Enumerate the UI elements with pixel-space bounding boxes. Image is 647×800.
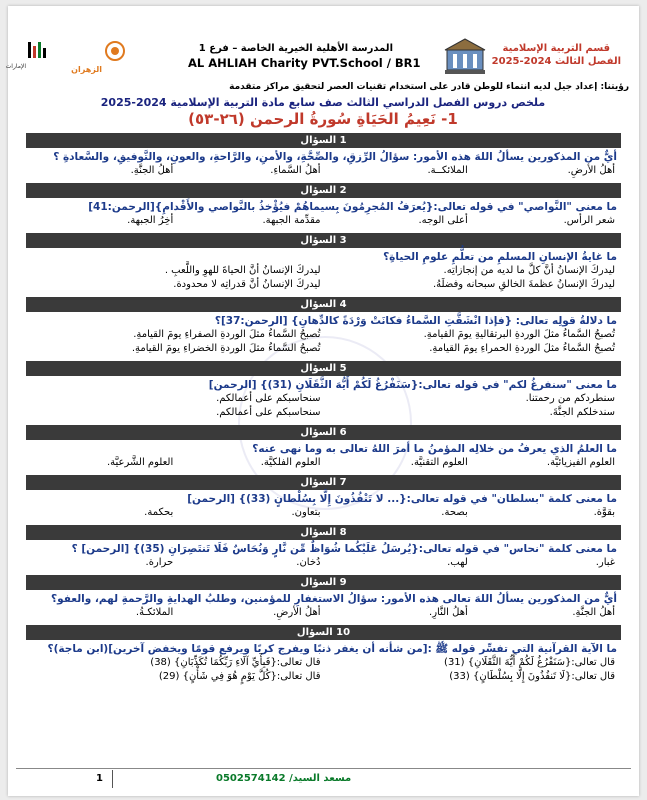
option: أهلُ الأرضِ. <box>567 165 615 176</box>
option: سنطردكم من رحمتنا. <box>525 393 615 404</box>
question-bar: 5 السؤال <box>26 361 621 376</box>
options-grid <box>26 264 621 292</box>
option: تُصبحُ السَّماءُ مثلَ الوردةِ الحمراءِ يومَ القيامةِ. <box>429 343 615 354</box>
question-bar: 4 السؤال <box>26 297 621 312</box>
option: شعر الرأس. <box>563 215 615 226</box>
option: العلوم الفيزيائيَّة. <box>546 457 615 468</box>
options-grid <box>26 456 621 470</box>
question-text: ما العلمُ الذي يعرفُ من خلالِه المؤمنُ ما أمرَ اللهُ تعالى به وما نهى عنه؟ <box>252 443 617 455</box>
option: أهلُ الأرضِ. <box>273 607 321 618</box>
page-footer <box>16 768 631 790</box>
option: بحكمة. <box>144 507 174 518</box>
option: دُخان. <box>296 557 321 568</box>
options-grid <box>26 556 621 570</box>
zahran-logo-label: الزهران <box>71 65 102 74</box>
option: العلوم التقنيَّة. <box>410 457 468 468</box>
question-block-8 <box>26 525 621 570</box>
option: غبار. <box>595 557 615 568</box>
page-number: 1 <box>96 773 103 784</box>
option: أهلُ النَّارِ. <box>429 607 468 618</box>
vision-statement: رؤيتنا: إعداد جيل لديه انتماء للوطن قادر على استخدام تقنيات العصر لتحقيق مراكز متقدمة <box>229 82 629 92</box>
option: العلوم الشَّرعيَّة. <box>106 457 174 468</box>
option: ليدركَ الإنسانُ عظمةَ الخالقِ سبحانه وفضلَهُ. <box>432 279 615 290</box>
option: أهلُ السَّماءِ. <box>270 165 321 176</box>
emirates-logo-label: الإمارات <box>5 63 26 70</box>
school-name-block <box>188 42 421 70</box>
option: قال تعالى:{لَا تَنفُذُونَ إِلَّا بِسُلْطَانٍ} (33) <box>449 671 615 682</box>
question-bar: 2 السؤال <box>26 183 621 198</box>
options-grid <box>26 656 621 684</box>
options-grid <box>26 392 621 420</box>
option: العلوم الفلكيَّة. <box>260 457 321 468</box>
question-bar: 7 السؤال <box>26 475 621 490</box>
question-text: ما معنى "النَّواصي" في قوله تعالى:{يُعرَفُ المُجرِمُونَ بِسيماهُمْ فيُؤْخذُ بالنَّواصي والأَقْدامِ}[الرحمن:41] <box>88 201 617 213</box>
question-text: ما معنى "سنفرغُ لكم" في قوله تعالى:{سَنَفْرُغُ لَكُمْ أَيُّهَ الثَّقَلَانِ (31)} [الرحمن] <box>208 379 617 391</box>
options-grid <box>26 164 621 178</box>
option: تُصبحُ السَّماءُ مثلَ الوردةِ الصفراءِ يومَ القيامةِ. <box>133 329 321 340</box>
option: مقدِّمة الجبهة. <box>262 215 321 226</box>
question-bar: 3 السؤال <box>26 233 621 248</box>
summary-heading: ملخص دروس الفصل الدراسي الثالث صف سابع مادة التربية الإسلامية 2024-2025 <box>100 96 546 109</box>
partner-logos <box>5 38 160 84</box>
option: ليدركَ الإنسانُ أنَّ قدراتِه لا محدودة. <box>173 279 321 290</box>
option: أعلى الوجه. <box>418 215 468 226</box>
term-label: الفصل الثالث 2024-2025 <box>491 56 621 67</box>
school-name-english: AL AHLIAH Charity PVT.School / BR1 <box>188 56 421 70</box>
question-text: ما معنى كلمة "بسلطان" في قوله تعالى:{... لا تَنْفُذُونَ إِلَّا بِسُلْطانٍ (33)} [الرحمن] <box>187 493 617 505</box>
question-block-5 <box>26 361 621 420</box>
option: قال تعالى:{سَنَفْرُغُ لَكُمْ أَيُّهَ الثَّقَلَانِ} (31) <box>444 657 615 668</box>
option: بتعاون. <box>291 507 321 518</box>
lesson-title: 1- نَعِيمُ الحَيَاةِ سُورةُ الرحمن (٢٦-٥٣) <box>188 110 458 128</box>
question-text: أيٌّ من المذكورين يسألُ اللهَ هذه الأمور: سؤالُ الرِّزقِ، والصِّحَّةِ، والأمنِ، والرَّاحةِ، والعونِ، والتَّوفيقِ، والسَّعادةِ ؟ <box>53 151 617 163</box>
question-block-10 <box>26 625 621 684</box>
page-header <box>5 6 639 76</box>
department-block <box>492 42 621 68</box>
options-grid <box>26 506 621 520</box>
question-bar: 9 السؤال <box>26 575 621 590</box>
ministry-emblem-icon <box>441 36 489 76</box>
question-text: ما معنى كلمة "نحاس" في قوله تعالى:{يُرسَلُ عَلَيْكُما شُوَاظٌ مِّن نَّارٍ وَنُحَاسٌ فَلَا تَنتَصِرَانِ (35)} [الرحمن] ؟ <box>71 543 617 555</box>
question-block-3 <box>26 233 621 292</box>
question-text: أيٌّ من المذكورين يسألُ اللهَ تعالى هذه الأمور: سؤالُ الاستغفارِ للمؤمنين، وطلبُ الهدايةِ والرَّحمةِ لهم، والعفو؟ <box>51 593 617 605</box>
option: ليدركَ الإنسانُ أنَّ كلَّ ما لديه من إنجازاتِه. <box>443 265 615 276</box>
author-contact: مسعد السيد/ 0502574142 <box>216 773 352 784</box>
question-bar: 6 السؤال <box>26 425 621 440</box>
option: سنحاسبكم على أعمالكم. <box>216 407 321 418</box>
question-block-9 <box>26 575 621 620</box>
footer-divider <box>16 768 631 769</box>
question-block-4 <box>26 297 621 356</box>
question-bar: 8 السؤال <box>26 525 621 540</box>
question-bar: 1 السؤال <box>26 133 621 148</box>
question-bar: 10 السؤال <box>26 625 621 640</box>
question-text: ما دلالةُ قولِه تعالى: {فإذا انْشَقَّتِ السَّماءُ فكانَتْ وَرْدَةً كالدِّهانِ} [الرحمن:37]؟ <box>214 315 617 327</box>
question-block-2 <box>26 183 621 228</box>
options-grid <box>26 328 621 356</box>
option: الملائكــة. <box>427 165 468 176</box>
option: بصحة. <box>441 507 468 518</box>
option: الملائكـةُ. <box>135 607 174 618</box>
option: ليدركَ الإنسانُ أنَّ الحياةَ للهوِ واللَّعبِ . <box>164 265 321 276</box>
option: تُصبحُ السَّماءُ مثلَ الوردةِ البرتقاليةِ يومَ القيامةِ. <box>423 329 615 340</box>
options-grid <box>26 214 621 228</box>
option: لهب. <box>447 557 468 568</box>
option: قال تعالى:{كُلَّ يَوْمٍ هُوَ فِي شَأْنٍ} (29) <box>158 671 321 682</box>
page-number-divider <box>112 770 113 788</box>
department-name: قسم التربية الإسلامية <box>502 43 611 54</box>
question-block-6 <box>26 425 621 470</box>
question-text: ما الآية القرآنية التي تفسِّر قوله ﷺ :[من شأنه أن يغفر ذنبًا ويفرج كربًا ويرفع قومًا ويخفض آخرين](ابن ماجة)؟ <box>47 643 617 655</box>
option: تُصبحُ السَّماءُ مثلَ الوردةِ الخضراءِ يومَ القيامةِ. <box>131 343 321 354</box>
option: أخِرُ الجبهة. <box>127 215 174 226</box>
option: سندخلكم الجنَّةَ. <box>549 407 615 418</box>
option: حرارة. <box>145 557 174 568</box>
options-grid <box>26 606 621 620</box>
worksheet-page <box>5 6 639 796</box>
option: قال تعالى:{فَبِأَيِّ آلَاءِ رَبِّكُمَا تُكَذِّبَانِ} (38) <box>150 657 321 668</box>
emirates-logo-icon <box>28 42 46 58</box>
question-text: ما غايةُ الإنسانِ المسلمِ من تعلُّمِ علومِ الحياةِ؟ <box>383 251 617 263</box>
option: بقوَّة. <box>593 507 615 518</box>
zahran-logo-icon <box>106 42 124 60</box>
question-block-1 <box>26 133 621 178</box>
option: أهلُ الجنَّةِ. <box>130 165 174 176</box>
option: سنحاسبكم على أعمالكم. <box>216 393 321 404</box>
question-block-7 <box>26 475 621 520</box>
option: أهلُ الجنَّةِ. <box>572 607 615 618</box>
school-name-arabic: المدرسة الأهلية الخيرية الخاصة – فرع 1 <box>198 43 393 54</box>
